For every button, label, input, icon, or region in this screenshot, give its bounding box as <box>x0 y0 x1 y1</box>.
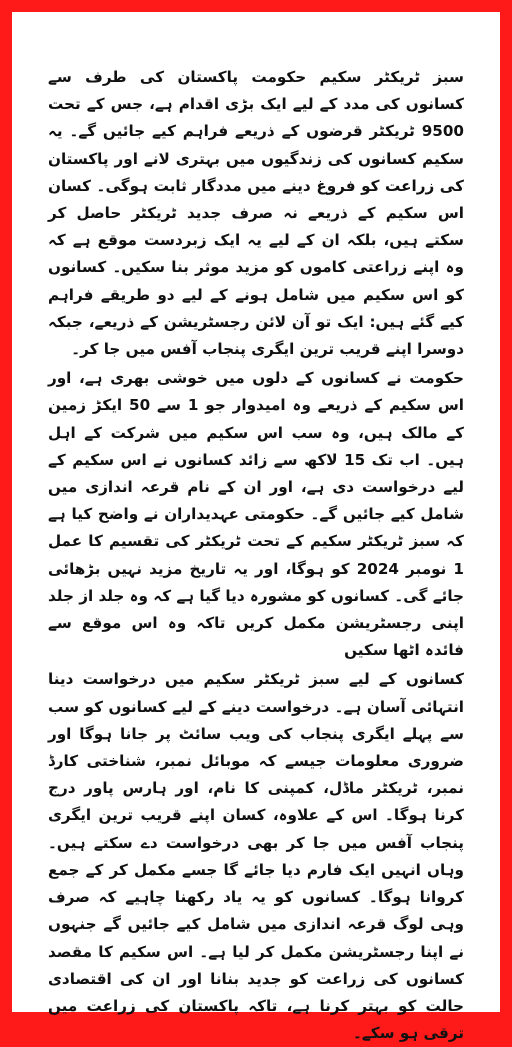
paragraph-eligibility: حکومت نے کسانوں کے دلوں میں خوشی بھری ہے، اور اس سکیم کے ذریعے وہ امیدوار جو 1 سے 50 ایکڑ زمین کے مالک ہیں، وہ سب اس سکیم میں شرکت کے اہل ہیں۔ اب تک 15 لاکھ سے زائد کسانوں نے اس سکیم کے لیے درخواست دی ہے، اور ان کے نام قرعہ اندازی میں شامل کیے جائیں گے۔ حکومتی عہدیداران نے واضح کیا ہے کہ سبز ٹریکٹر سکیم کے تحت ٹریکٹر کی تقسیم کا عمل 1 نومبر 2024 کو ہوگا، اور یہ تاریخ مزید نہیں بڑھائی جائے گی۔ کسانوں کو مشورہ دیا گیا ہے کہ وہ جلد از جلد اپنی رجسٹریشن مکمل کریں تاکہ وہ اس موقع سے فائدہ اٹھا سکیں <box>48 369 464 660</box>
paragraph-intro: سبز ٹریکٹر سکیم حکومت پاکستان کی طرف سے کسانوں کی مدد کے لیے ایک بڑی اقدام ہے، جس کے تحت 9500 ٹریکٹر قرضوں کے ذریعے فراہم کیے جائیں گے۔ یہ سکیم کسانوں کی زندگیوں میں بہتری لانے اور پاکستان کی زراعت کو فروغ دینے میں مددگار ثابت ہوگی۔ کسان اس سکیم کے ذریعے نہ صرف جدید ٹریکٹر حاصل کر سکتے ہیں، بلکہ ان کے لیے یہ ایک زبردست موقع ہے کہ وہ اپنے زراعتی کاموں کو مزید موثر بنا سکیں۔ کسانوں کو اس سکیم میں شامل ہونے کے لیے دو طریقے فراہم کیے گئے ہیں: ایک تو آن لائن رجسٹریشن کے ذریعے، جبکہ دوسرا اپنے قریب ترین ایگری پنجاب آفس میں جا کر۔ <box>48 68 464 359</box>
paragraph-application: کسانوں کے لیے سبز ٹریکٹر سکیم میں درخواست دینا انتہائی آسان ہے۔ درخواست دینے کے لیے کسانوں کو سب سے پہلے ایگری پنجاب کی ویب سائٹ پر جانا ہوگا اور ضروری معلومات جیسے کہ موبائل نمبر، شناختی کارڈ نمبر، ٹریکٹر ماڈل، کمپنی کا نام، اور ہارس پاور درج کرنا ہوگا۔ اس کے علاوہ، کسان اپنے قریب ترین ایگری پنجاب آفس میں جا کر بھی درخواست دے سکتے ہیں۔ وہاں انہیں ایک فارم دیا جائے گا جسے مکمل کر کے جمع کروانا ہوگا۔ کسانوں کو یہ یاد رکھنا چاہیے کہ صرف وہی لوگ قرعہ اندازی میں شامل کیے جائیں گے جنہوں نے اپنا رجسٹریشن مکمل کر لیا ہے۔ اس سکیم کا مقصد کسانوں کی زراعت کو جدید بنانا اور ان کی اقتصادی حالت کو بہتر کرنا ہے، تاکہ پاکستان کی زراعت میں ترقی ہو سکے۔ <box>48 670 464 1043</box>
document-page <box>12 12 500 1043</box>
